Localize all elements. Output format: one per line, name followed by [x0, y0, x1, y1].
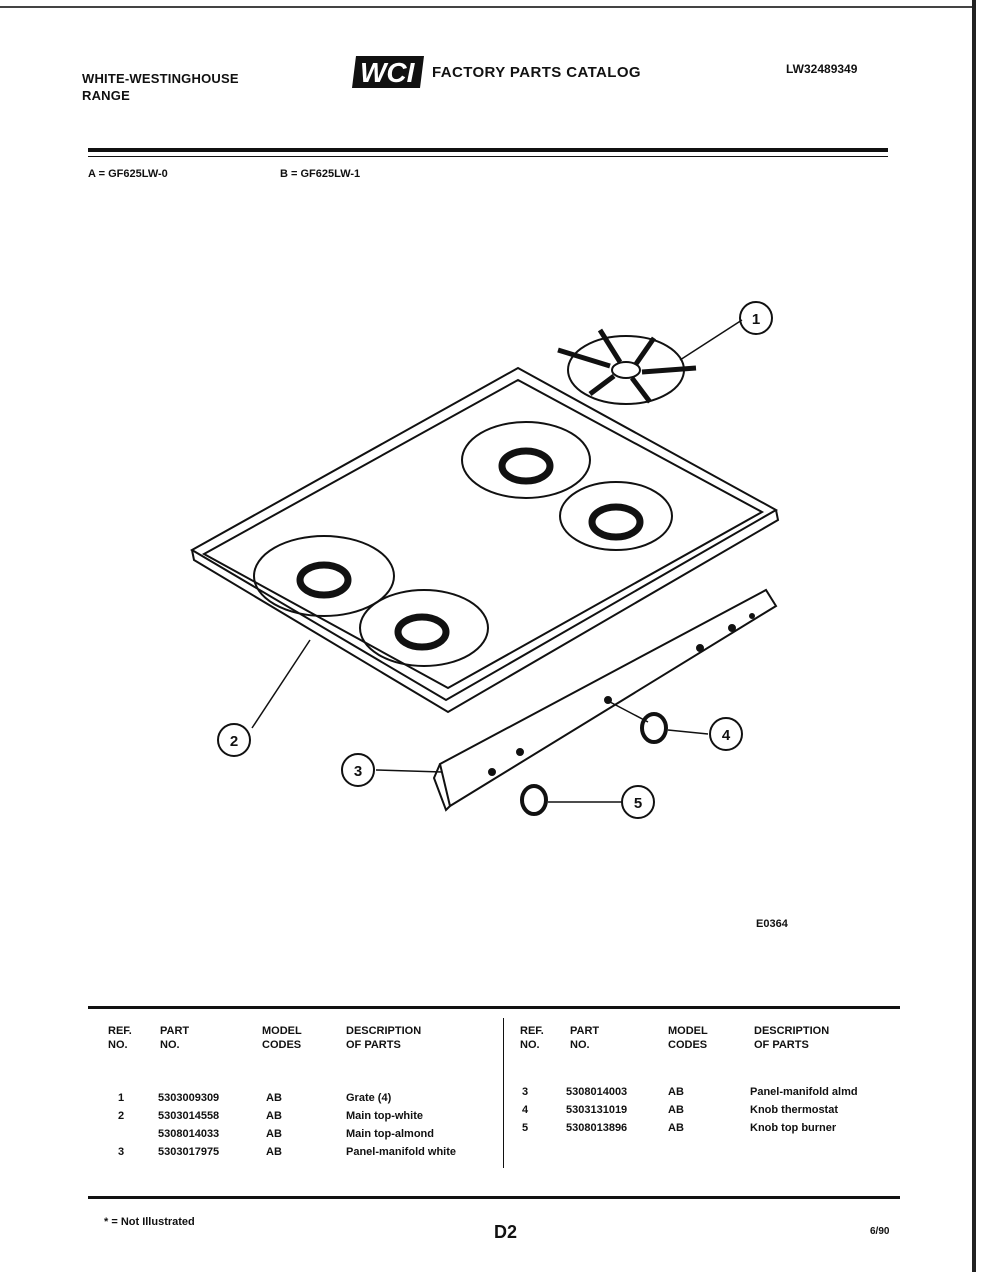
callout-2: 2: [229, 733, 239, 750]
brand-block: [82, 70, 239, 104]
table-row-desc: Panel-manifold white: [346, 1146, 457, 1158]
table-row-desc: Grate (4): [346, 1092, 392, 1104]
page-right-edge: [972, 0, 976, 1272]
table-row-desc: Knob top burner: [750, 1122, 837, 1134]
table-row-desc: Main top-white: [346, 1110, 423, 1122]
page-date: 6/90: [870, 1226, 890, 1237]
table-row-ref: 2: [118, 1110, 125, 1122]
table-row-model: AB: [668, 1122, 684, 1134]
table-row-part: 5303009309: [158, 1092, 220, 1104]
header-description-right: DESCRIPTION OF PARTS: [754, 1025, 830, 1051]
table-row-ref: 3: [522, 1086, 529, 1098]
parts-table-bottom-rule: [88, 1196, 900, 1199]
table-row-ref: 3: [118, 1146, 125, 1158]
table-row-part: 5308014033: [158, 1128, 220, 1140]
callout-5: 5: [633, 795, 643, 812]
header-ref-no-right: REF. NO.: [520, 1025, 544, 1051]
exploded-parts-diagram: [180, 290, 820, 850]
table-row-model: AB: [668, 1104, 684, 1116]
brand-name: WHITE-WESTINGHOUSE: [82, 71, 239, 86]
table-row-desc: Knob thermostat: [750, 1104, 838, 1116]
catalog-number: LW32489349: [786, 62, 858, 76]
header-model-codes-right: MODEL CODES: [668, 1025, 708, 1051]
catalog-title: FACTORY PARTS CATALOG: [432, 64, 641, 81]
table-row-desc: Main top-almond: [346, 1128, 434, 1140]
header-rule-thin: [88, 156, 888, 157]
table-row-model: AB: [668, 1086, 684, 1098]
table-row-part: 5308013896: [566, 1122, 628, 1134]
burner-knob-illustration: [522, 786, 546, 814]
footnote: * = Not Illustrated: [104, 1216, 195, 1228]
header-part-no-right: PART NO.: [570, 1025, 600, 1051]
table-row-ref: 5: [522, 1122, 529, 1134]
header-part-no: PART NO.: [160, 1025, 190, 1051]
callout-1: 1: [751, 311, 761, 328]
grate-illustration: [558, 330, 696, 404]
model-code-b: B = GF625LW-1: [280, 168, 361, 180]
parts-table-top-rule: [88, 1006, 900, 1009]
table-row-model: AB: [266, 1110, 282, 1122]
thermostat-knob-illustration: [642, 714, 666, 742]
callout-4: 4: [721, 727, 731, 744]
table-row-ref: 1: [118, 1092, 125, 1104]
logo-text: WCI: [360, 57, 415, 88]
page-top-edge: [0, 6, 974, 8]
callout-3: 3: [353, 763, 363, 780]
table-row-part: 5303131019: [566, 1104, 628, 1116]
main-top-illustration: [192, 368, 778, 712]
table-row-model: AB: [266, 1092, 282, 1104]
page-number: D2: [494, 1222, 518, 1242]
header-description: DESCRIPTION OF PARTS: [346, 1025, 422, 1051]
table-row-part: 5303014558: [158, 1110, 220, 1122]
table-row-model: AB: [266, 1146, 282, 1158]
table-row-model: AB: [266, 1128, 282, 1140]
table-row-desc: Panel-manifold almd: [750, 1086, 858, 1098]
product-type: RANGE: [82, 88, 130, 103]
header-ref-no: REF. NO.: [108, 1025, 132, 1051]
table-row-ref: 4: [522, 1104, 529, 1116]
diagram-code: E0364: [756, 918, 788, 930]
parts-table-divider: [503, 1018, 504, 1168]
header-rule: [88, 148, 888, 152]
model-code-a: A = GF625LW-0: [88, 168, 168, 180]
table-row-part: 5308014003: [566, 1086, 628, 1098]
header-model-codes: MODEL CODES: [262, 1025, 302, 1051]
table-row-part: 5303017975: [158, 1146, 220, 1158]
wci-logo: [352, 52, 426, 90]
manifold-panel-illustration: [434, 590, 776, 810]
